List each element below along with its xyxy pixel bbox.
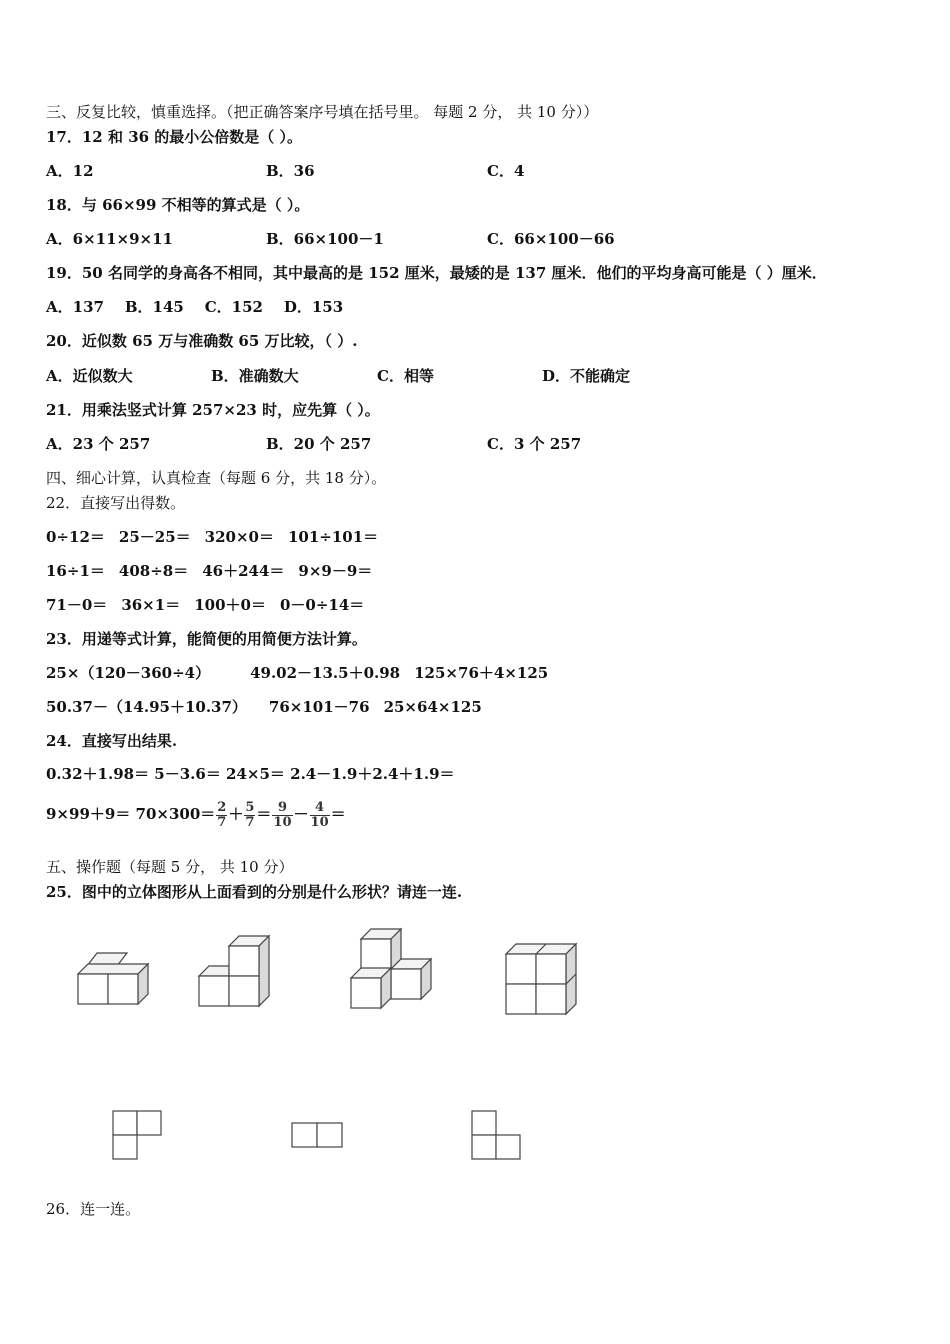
q21-option-c: C．3 个 257 [487,435,582,453]
q17-option-b: B．36 [266,162,315,180]
q23-row-1 [46,664,562,682]
q24-row-2: 9×99＋9＝ 70×300＝ $\frac{2}{7}$ ＋ $\frac{5}{7}$ ＝ $\frac{9}{10}$ － $\frac{4}{10}$ ＝ [46,799,346,830]
q22-row-1 [46,528,392,546]
q22-item: 0÷12＝ [46,528,105,546]
q24-row-2-text: 9×99＋9＝ 70×300＝ [46,805,216,823]
q21-option-a: A．23 个 257 [46,435,151,453]
q22-item: 0－0÷14＝ [279,596,365,614]
q17-option-c: C．4 [487,162,525,180]
q17-stem: 17．12 和 36 的最小公倍数是（ ）。 [46,128,303,146]
q25-stem: 25．图中的立体图形从上面看到的分别是什么形状？请连一连. [46,883,463,901]
top-view-shape-2 [291,1122,345,1150]
q22-item: 100＋0＝ [194,596,266,614]
fraction: $\frac{9}{10}$ [273,799,292,830]
q17-option-a: A．12 [46,162,94,180]
q22-item: 71－0＝ [46,596,108,614]
q22-stem: 22．直接写出得数。 [46,494,186,512]
q21-option-b: B．20 个 257 [266,435,372,453]
section-5-title: 五、操作题（每题 5 分， 共 10 分） [46,858,294,876]
q23-item: 49.02－13.5＋0.98 [250,664,401,682]
q23-stem: 23．用递等式计算，能简便的用简便方法计算。 [46,630,367,648]
section-3-title: 三、反复比较，慎重选择。（把正确答案序号填在括号里。 每题 2 分， 共 10 分）） [46,103,599,121]
top-view-shape-1 [112,1110,164,1162]
q22-item: 16÷1＝ [46,562,105,580]
q26-stem: 26．连一连。 [46,1200,141,1218]
q19-options: A．137 B．145 C．152 D．153 [46,298,344,316]
q24-stem: 24．直接写出结果. [46,732,178,750]
q22-item: 101÷101＝ [287,528,379,546]
q22-item: 408÷8＝ [118,562,189,580]
q23-item: 50.37－（14.95＋10.37） [46,698,247,716]
q18-option-a: A．6×11×9×11 [46,230,173,248]
q21-stem: 21．用乘法竖式计算 257×23 时，应先算（ ）。 [46,401,380,419]
q24-row-1: 0.32＋1.98＝ 5－3.6＝ 24×5＝ 2.4－1.9＋2.4＋1.9＝ [46,765,455,783]
q20-option-a: A．近似数大 [46,367,133,385]
q22-item: 25－25＝ [118,528,191,546]
fraction: $\frac{5}{7}$ [245,799,255,830]
q23-row-2 [46,698,496,716]
q22-row-2 [46,562,386,580]
solid-figure-4 [498,938,588,1018]
q23-item: 125×76＋4×125 [414,664,549,682]
fraction: $\frac{2}{7}$ [217,799,227,830]
solid-figure-3 [345,925,440,1015]
fraction: $\frac{4}{10}$ [310,799,329,830]
q22-row-3 [46,596,378,614]
q22-item: 36×1＝ [121,596,181,614]
q18-option-b: B．66×100－1 [266,230,384,248]
top-view-shape-3 [471,1110,523,1162]
solid-figure-1 [70,945,160,1010]
q20-stem: 20．近似数 65 万与准确数 65 万比较，（ ）. [46,332,358,350]
q20-option-c: C．相等 [377,367,434,385]
q20-option-b: B．准确数大 [211,367,299,385]
q22-item: 9×9－9＝ [298,562,373,580]
q22-item: 320×0＝ [204,528,274,546]
q23-item: 25×64×125 [383,698,482,716]
q23-item: 76×101－76 [268,698,370,716]
q19-stem: 19．50 名同学的身高各不相同，其中最高的是 152 厘米，最矮的是 137 厘米．他们的平均身高可能是（ ）厘米． [46,264,827,282]
q18-option-c: C．66×100－66 [487,230,615,248]
q18-stem: 18．与 66×99 不相等的算式是（ ）。 [46,196,310,214]
q22-item: 46＋244＝ [202,562,285,580]
q23-item: 25×（120－360÷4） [46,664,211,682]
solid-figure-2 [190,930,280,1010]
section-4-title: 四、细心计算，认真检查（每题 6 分，共 18 分）。 [46,469,387,487]
q20-option-d: D．不能确定 [542,367,631,385]
